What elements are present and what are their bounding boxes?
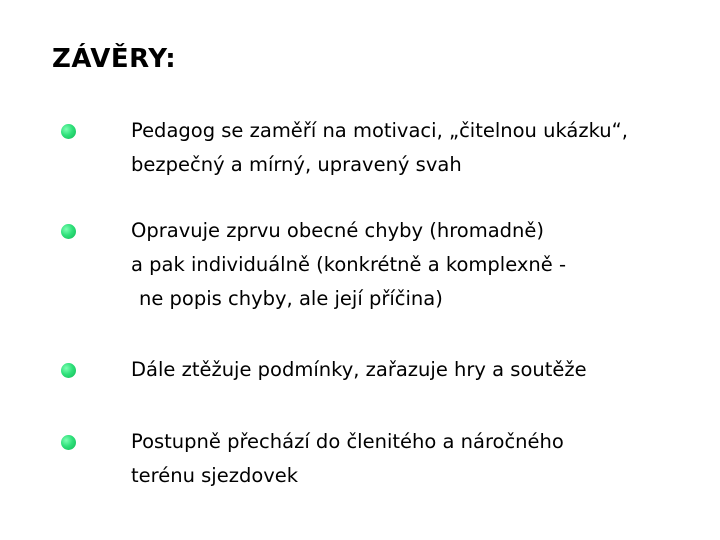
bullet-dot-icon <box>61 224 76 239</box>
bullet-line: Pedagog se zaměří na motivaci, „čitelnou ukázku“, <box>131 119 628 142</box>
bullet-line: a pak individuálně (konkrétně a komplexně - <box>131 253 566 276</box>
bullet-line: bezpečný a mírný, upravený svah <box>131 153 462 176</box>
bullet-text <box>131 353 691 387</box>
bullet-line: Postupně přechází do členitého a náročného <box>131 430 564 453</box>
bullet-text <box>131 425 691 493</box>
bullet-line: Dále ztěžuje podmínky, zařazuje hry a soutěže <box>131 358 587 381</box>
bullet-line: Opravuje zprvu obecné chyby (hromadně) <box>131 219 545 242</box>
bullet-text <box>131 214 691 316</box>
bullet-text <box>131 114 691 182</box>
bullet-dot-icon <box>61 363 76 378</box>
bullet-line: ne popis chyby, ale její příčina) <box>139 287 443 310</box>
slide-title: ZÁVĚRY: <box>52 44 177 74</box>
bullet-dot-icon <box>61 435 76 450</box>
bullet-dot-icon <box>61 124 76 139</box>
bullet-line: terénu sjezdovek <box>131 464 299 487</box>
